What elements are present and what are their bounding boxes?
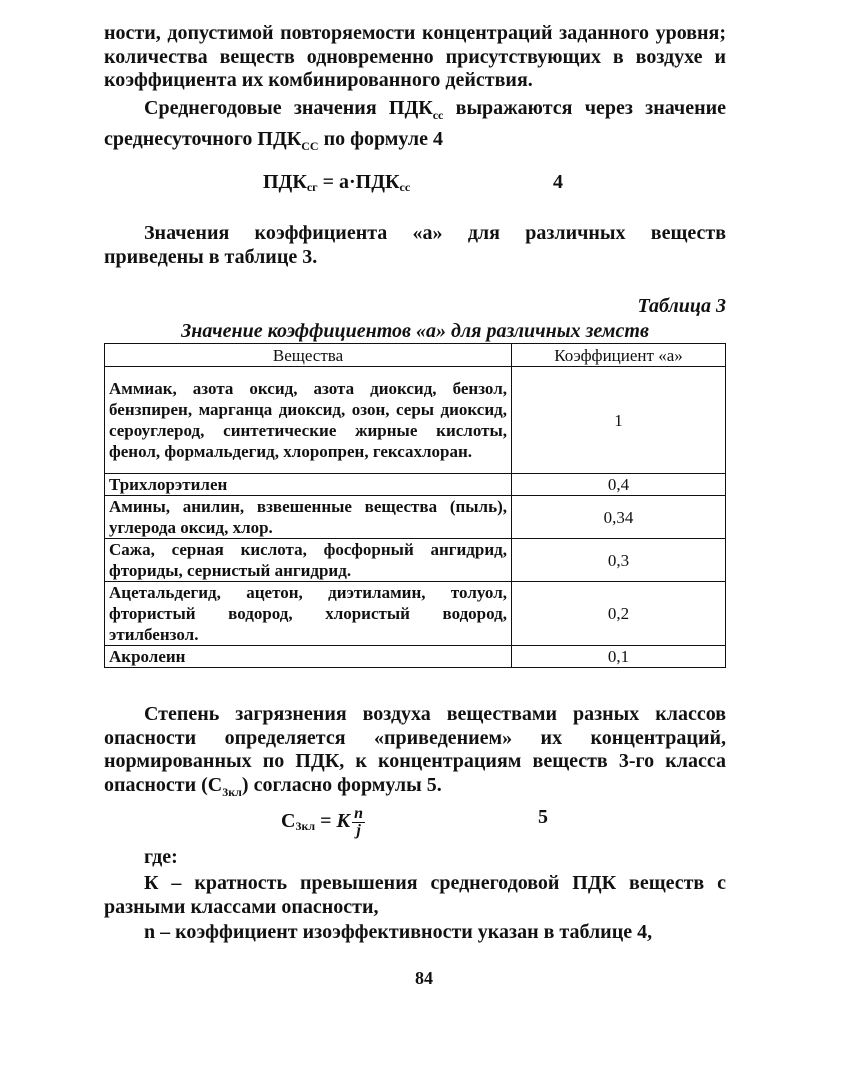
paragraph-annual-pdk (104, 97, 726, 158)
fraction-denominator: j (356, 822, 361, 839)
table-row (105, 496, 726, 539)
table-header-row (105, 344, 726, 367)
paragraph-pollution-degree (104, 703, 726, 804)
table-header-coefficient: Коэффициент «а» (512, 344, 726, 367)
table-cell-value: 0,34 (512, 496, 726, 539)
paragraph-text: Среднегодовые значения ПДК (144, 97, 433, 119)
table-cell-substance: Акролеин (105, 646, 512, 668)
formula-equals: = (315, 810, 337, 833)
table-cell-value: 0,2 (512, 582, 726, 646)
table-cell-value: 0,1 (512, 646, 726, 668)
subscript: 3кл (222, 784, 242, 799)
table-row (105, 582, 726, 646)
formula-fraction (352, 806, 365, 839)
formula-4-number: 4 (553, 171, 563, 193)
paragraph-where: где: (144, 846, 178, 868)
table-cell-substance: Амины, анилин, взвешенные вещества (пыль), углерода оксид, хлор. (105, 496, 512, 539)
paragraph-n-definition: n – коэффициент изоэффективности указан в таблице 4, (144, 921, 653, 943)
paragraph-text: по формуле 4 (318, 127, 443, 150)
paragraph-coef-intro: Значения коэффициента «а» для различных веществ приведены в таблице 3. (104, 222, 726, 268)
table-row (105, 646, 726, 668)
formula-lhs: ПДК (263, 171, 307, 193)
table-row (105, 474, 726, 496)
table-cell-substance: Сажа, серная кислота, фосфорный ангидрид, фториды, сернистый ангидрид. (105, 539, 512, 582)
coefficient-table (104, 343, 726, 668)
subscript: СС (301, 138, 319, 153)
formula-subscript: 3кл (295, 819, 316, 834)
formula-subscript: сс (399, 180, 411, 194)
table-cell-value: 1 (512, 367, 726, 474)
table-cell-value: 0,3 (512, 539, 726, 582)
table-cell-value: 0,4 (512, 474, 726, 496)
formula-lhs: С (281, 810, 296, 833)
formula-subscript: сг (306, 180, 318, 194)
formula-5-number: 5 (538, 806, 548, 828)
table-title: Значение коэффициентов «а» для различных земств (181, 320, 649, 342)
table-cell-substance: Аммиак, азота оксид, азота диоксид, бензол, бензпирен, марганца диоксид, озон, серы диоксид, сероуглерод, синтетические жирные кислоты, фенол, формальдегид, хлоропрен, гексахлоран. (105, 367, 512, 474)
formula-4 (263, 171, 410, 195)
table-cell-substance: Ацетальдегид, ацетон, диэтиламин, толуол, фтористый водород, хлористый водород, этилбензол. (105, 582, 512, 646)
table-label: Таблица 3 (637, 295, 726, 317)
table-cell-substance: Трихлорэтилен (105, 474, 512, 496)
paragraph-text: Степень загрязнения воздуха веществами разных классов опасности определяется «приведением» их концентраций, нормированных по ПДК, к концентрациям веществ 3-го класса опасности (С (104, 703, 726, 796)
table-row (105, 539, 726, 582)
table-row (105, 367, 726, 474)
paragraph-text: выражаются через значение среднесуточного ПДК (104, 97, 727, 150)
paragraph-text: ) согласно формулы 5. (241, 773, 442, 796)
table-header-substances: Вещества (105, 344, 512, 367)
paragraph-intro: ности, допустимой повторяемости концентраций заданного уровня; количества веществ одновременно присутствующих в воздухе и коэффициента их комбинированного действия. (104, 22, 726, 91)
paragraph-k-definition: К – кратность превышения среднегодовой ПДК веществ с разными классами опасности, (104, 872, 726, 918)
page-number: 84 (415, 968, 433, 988)
formula-rhs: = a·ПДК (317, 171, 400, 193)
formula-k: К (336, 810, 351, 833)
subscript: сс (432, 108, 444, 122)
fraction-numerator: n (354, 805, 363, 822)
formula-5 (281, 806, 365, 839)
